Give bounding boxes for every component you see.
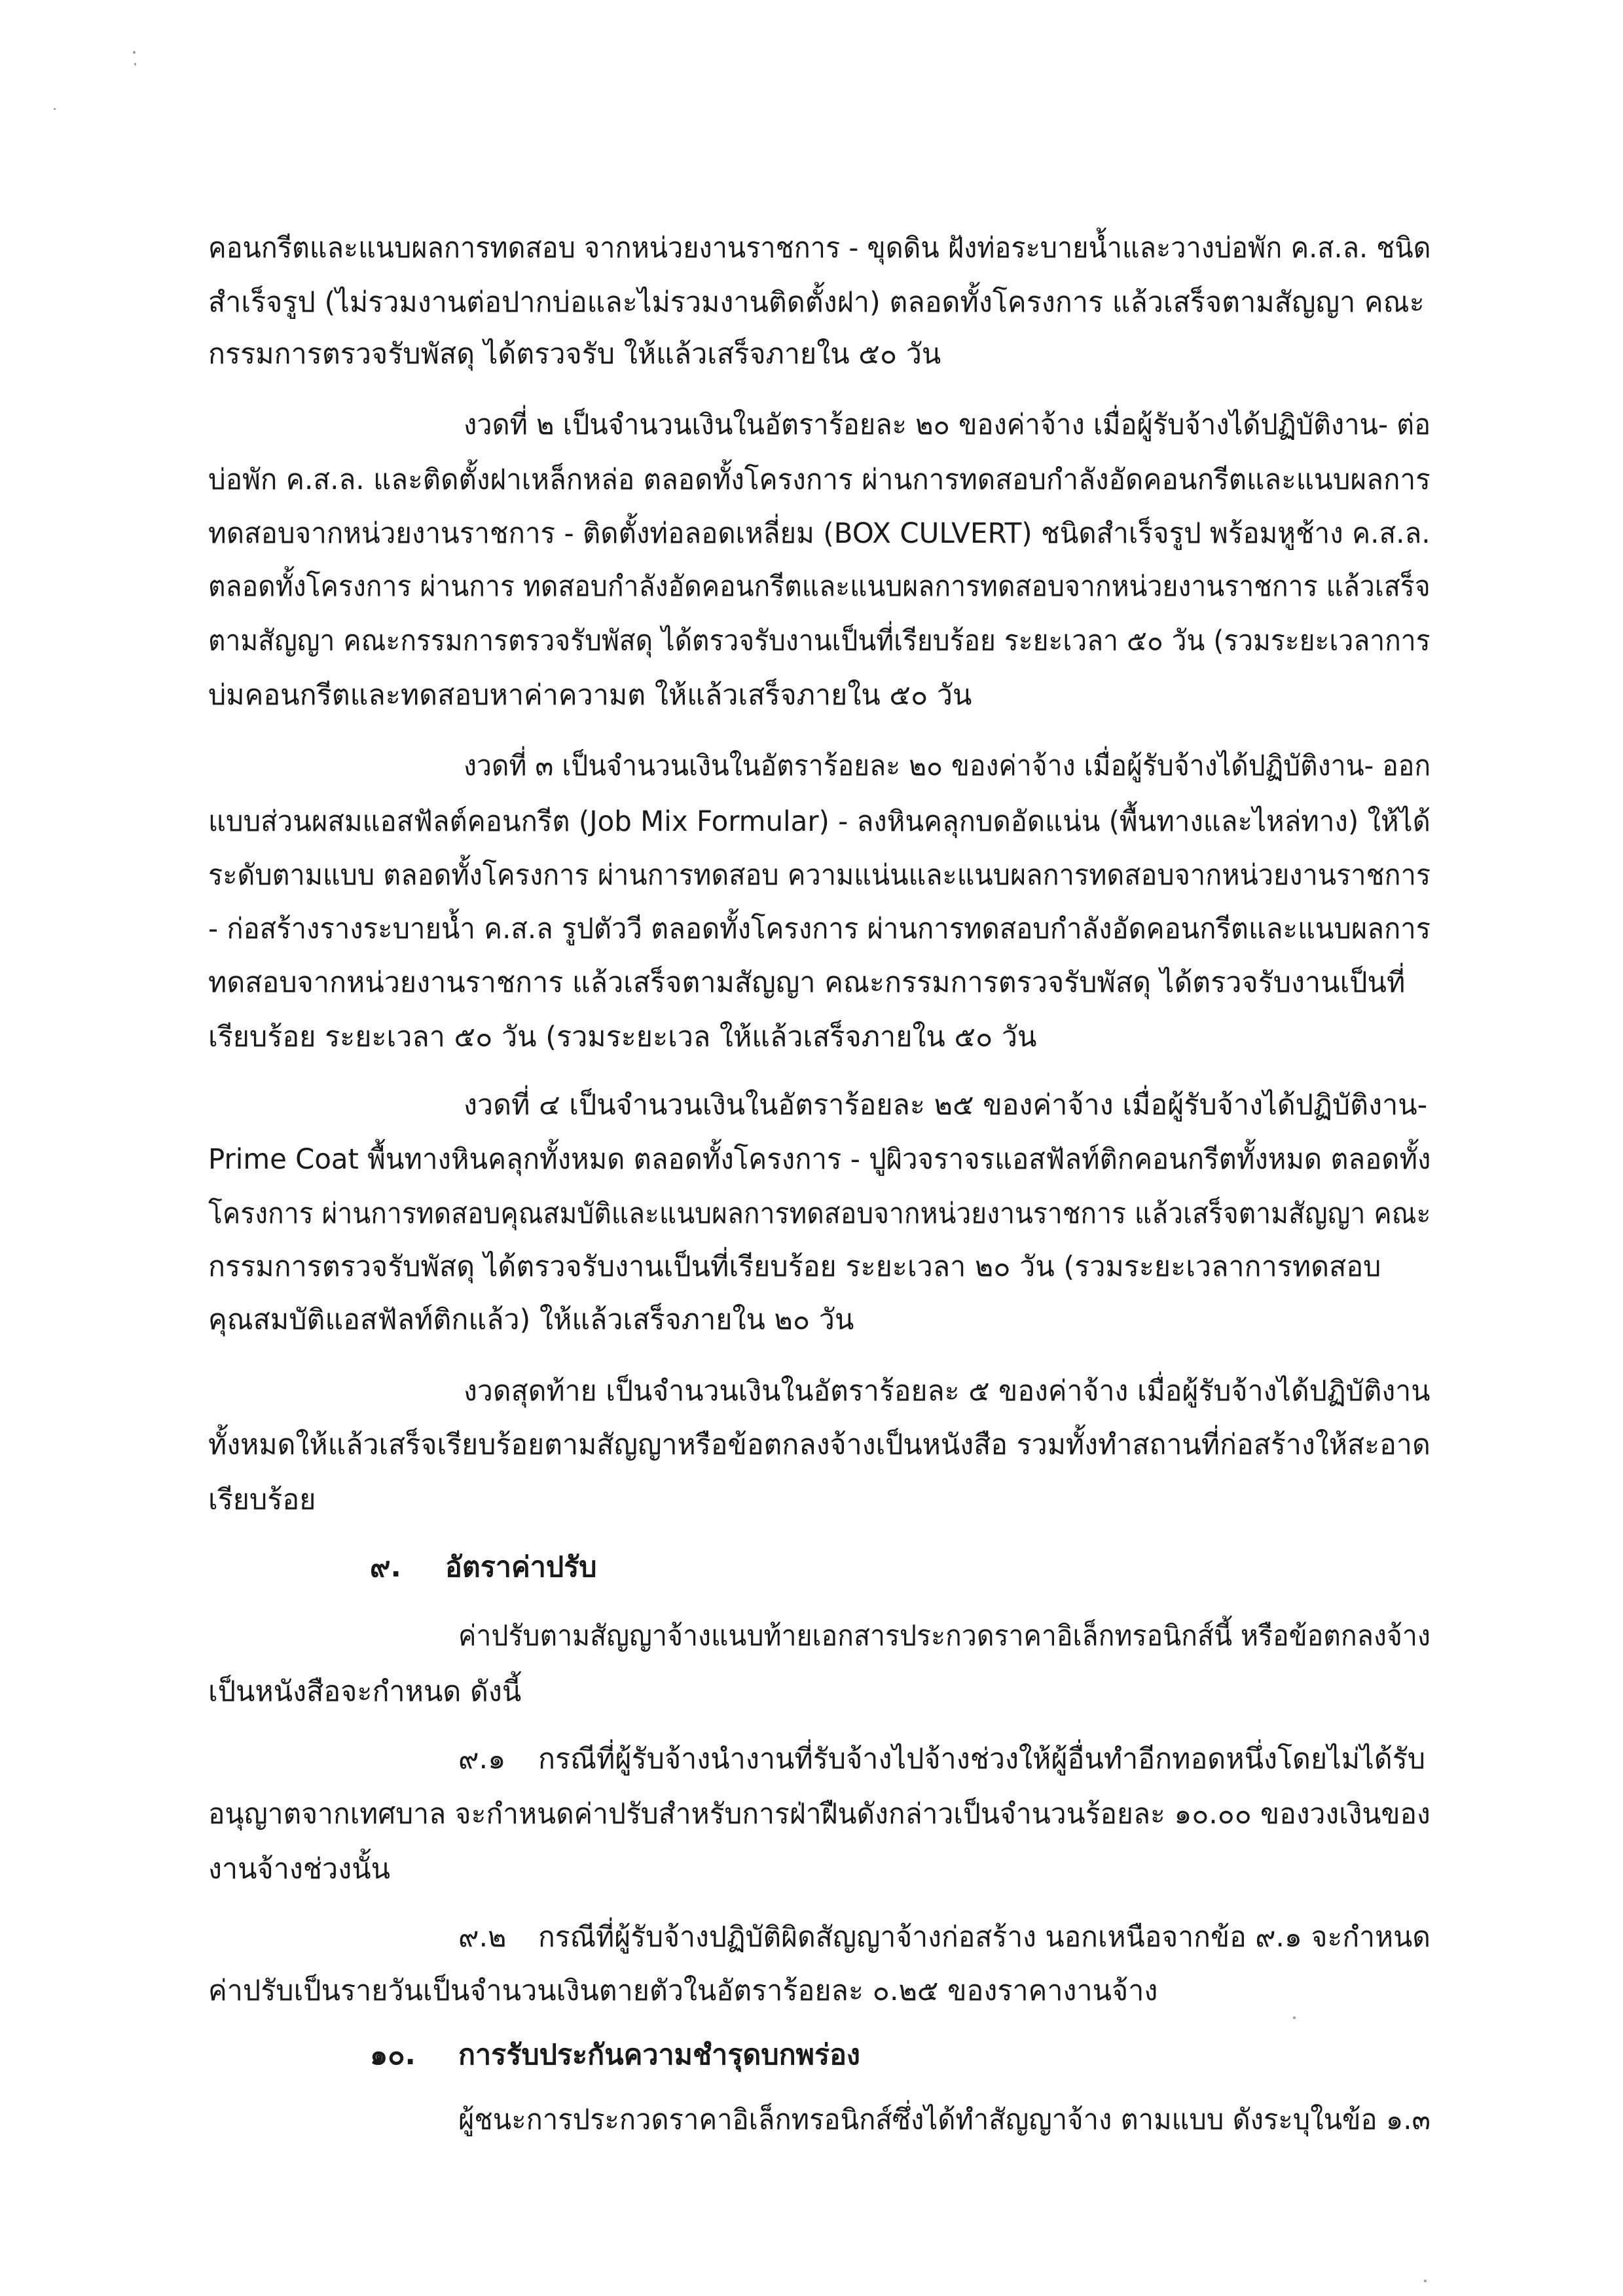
body-text-line: ทดสอบจากหน่วยงานราชการ แล้วเสร็จตามสัญญา คณะกรรมการตรวจรับพัสดุ ได้ตรวจรับงานเป็นที่ bbox=[208, 966, 1406, 999]
body-text-line: ตลอดทั้งโครงการ ผ่านการ ทดสอบกำลังอัดคอนกรีตและแนบผลการทดสอบจากหน่วยงานราชการ แล้วเสร็จ bbox=[208, 570, 1431, 603]
section-9-title: อัตราค่าปรับ bbox=[445, 1551, 597, 1584]
body-text-line: เรียบร้อย ระยะเวลา ๕๐ วัน (รวมระยะเวล ให้แล้วเสร็จภายใน ๕๐ วัน bbox=[208, 1021, 1037, 1053]
body-text-line: บ่มคอนกรีตและทดสอบหาค่าความต ให้แล้วเสร็จภายใน ๕๐ วัน bbox=[208, 679, 972, 712]
body-text-line: โครงการ ผ่านการทดสอบคุณสมบัติและแนบผลการทดสอบจากหน่วยงานราชการ แล้วเสร็จตามสัญญา คณะ bbox=[208, 1197, 1431, 1230]
body-text-line: กรรมการตรวจรับพัสดุ ได้ตรวจรับ ให้แล้วเสร็จภายใน ๕๐ วัน bbox=[208, 338, 941, 371]
body-text-line: คอนกรีตและแนบผลการทดสอบ จากหน่วยงานราชการ - ขุดดิน ฝังท่อระบายน้ำและวางบ่อพัก ค.ส.ล. ชนิด bbox=[208, 232, 1431, 264]
body-text-line: ระดับตามแบบ ตลอดทั้งโครงการ ผ่านการทดสอบ ความแน่นและแนบผลการทดสอบจากหน่วยงานราชการ bbox=[208, 859, 1431, 892]
section-10-number: ๑๐. bbox=[370, 2039, 416, 2071]
installment-4-line: งวดที่ ๔ เป็นจำนวนเงินในอัตราร้อยละ ๒๕ ของค่าจ้าง เมื่อผู้รับจ้างได้ปฏิบัติงาน- bbox=[464, 1089, 1428, 1121]
item-9-1-text-line: อนุญาตจากเทศบาล จะกำหนดค่าปรับสำหรับการฝ่าฝืนดังกล่าวเป็นจำนวนร้อยละ ๑๐.๐๐ ของวงเงินของ bbox=[208, 1798, 1431, 1831]
body-text-line: Prime Coat พื้นทางหินคลุกทั้งหมด ตลอดทั้งโครงการ - ปูผิวจราจรแอสฟัลท์ติกคอนกรีตทั้งหมด ตลอดทั้ง bbox=[208, 1143, 1431, 1176]
scan-speck bbox=[54, 108, 56, 110]
body-text-line: ทดสอบจากหน่วยงานราชการ - ติดตั้งท่อลอดเหลี่ยม (BOX CULVERT) ชนิดสำเร็จรูป พร้อมหูช้าง ค.ส.ล. bbox=[208, 517, 1431, 550]
body-text-line: เรียบร้อย bbox=[208, 1484, 316, 1516]
body-text-line: สำเร็จรูป (ไม่รวมงานต่อปากบ่อและไม่รวมงานติดตั้งฝา) ตลอดทั้งโครงการ แล้วเสร็จตามสัญญา คณะ bbox=[208, 286, 1425, 319]
installment-3-line: งวดที่ ๓ เป็นจำนวนเงินในอัตราร้อยละ ๒๐ ของค่าจ้าง เมื่อผู้รับจ้างได้ปฏิบัติงาน- ออก bbox=[464, 750, 1431, 782]
body-text-line: ทั้งหมดให้แล้วเสร็จเรียบร้อยตามสัญญาหรือข้อตกลงจ้างเป็นหนังสือ รวมทั้งทำสถานที่ก่อสร้างให้สะอาด bbox=[208, 1429, 1431, 1461]
scan-speck bbox=[1293, 2016, 1296, 2019]
item-9-1-text-line: กรณีที่ผู้รับจ้างนำงานที่รับจ้างไปจ้างช่วงให้ผู้อื่นทำอีกทอดหนึ่งโดยไม่ได้รับ bbox=[538, 1743, 1426, 1776]
item-9-2-number: ๙.๒ bbox=[458, 1921, 507, 1954]
item-9-1-text-line: งานจ้างช่วงนั้น bbox=[208, 1853, 390, 1886]
item-9-1-number: ๙.๑ bbox=[458, 1743, 506, 1776]
installment-final-line: งวดสุดท้าย เป็นจำนวนเงินในอัตราร้อยละ ๕ ของค่าจ้าง เมื่อผู้รับจ้างได้ปฏิบัติงาน bbox=[464, 1375, 1431, 1408]
body-text-line: คุณสมบัติแอสฟัลท์ติกแล้ว) ให้แล้วเสร็จภายใน ๒๐ วัน bbox=[208, 1303, 854, 1336]
scan-speck bbox=[134, 63, 136, 65]
section-10-title: การรับประกันความชำรุดบกพร่อง bbox=[458, 2039, 860, 2071]
item-9-2-text-line: กรณีที่ผู้รับจ้างปฏิบัติผิดสัญญาจ้างก่อสร้าง นอกเหนือจากข้อ ๙.๑ จะกำหนด bbox=[538, 1921, 1431, 1954]
section-9-text-line: ค่าปรับตามสัญญาจ้างแนบท้ายเอกสารประกวดราคาอิเล็กทรอนิกส์นี้ หรือข้อตกลงจ้าง bbox=[458, 1620, 1431, 1652]
section-10-text-line: ผู้ชนะการประกวดราคาอิเล็กทรอนิกส์ซึ่งได้ทำสัญญาจ้าง ตามแบบ ดังระบุในข้อ ๑.๓ bbox=[458, 2104, 1431, 2136]
item-9-2-text-line: ค่าปรับเป็นรายวันเป็นจำนวนเงินตายตัวในอัตราร้อยละ ๐.๒๕ ของราคางานจ้าง bbox=[208, 1975, 1158, 2007]
body-text-line: กรรมการตรวจรับพัสดุ ได้ตรวจรับงานเป็นที่เรียบร้อย ระยะเวลา ๒๐ วัน (รวมระยะเวลาการทดสอบ bbox=[208, 1250, 1381, 1283]
installment-2-line: งวดที่ ๒ เป็นจำนวนเงินในอัตราร้อยละ ๒๐ ของค่าจ้าง เมื่อผู้รับจ้างได้ปฏิบัติงาน- ต่อ bbox=[464, 409, 1431, 441]
body-text-line: - ก่อสร้างรางระบายน้ำ ค.ส.ล รูปตัววี ตลอดทั้งโครงการ ผ่านการทดสอบกำลังอัดคอนกรีตและแนบผลการ bbox=[208, 913, 1431, 945]
scan-speck bbox=[1424, 2280, 1427, 2282]
scan-speck bbox=[133, 51, 136, 54]
section-9-text-line: เป็นหนังสือจะกำหนด ดังนี้ bbox=[208, 1675, 522, 1708]
section-9-number: ๙. bbox=[370, 1551, 401, 1584]
body-text-line: แบบส่วนผสมแอสฟัลต์คอนกรีต (Job Mix Formular) - ลงหินคลุกบดอัดแน่น (พื้นทางและไหล่ทาง) ให้ได้ bbox=[208, 805, 1431, 838]
body-text-line: บ่อพัก ค.ส.ล. และติดตั้งฝาเหล็กหล่อ ตลอดทั้งโครงการ ผ่านการทดสอบกำลังอัดคอนกรีตและแนบผลการ bbox=[208, 464, 1431, 496]
body-text-line: ตามสัญญา คณะกรรมการตรวจรับพัสดุ ได้ตรวจรับงานเป็นที่เรียบร้อย ระยะเวลา ๕๐ วัน (รวมระยะเวลาการ bbox=[208, 625, 1431, 657]
